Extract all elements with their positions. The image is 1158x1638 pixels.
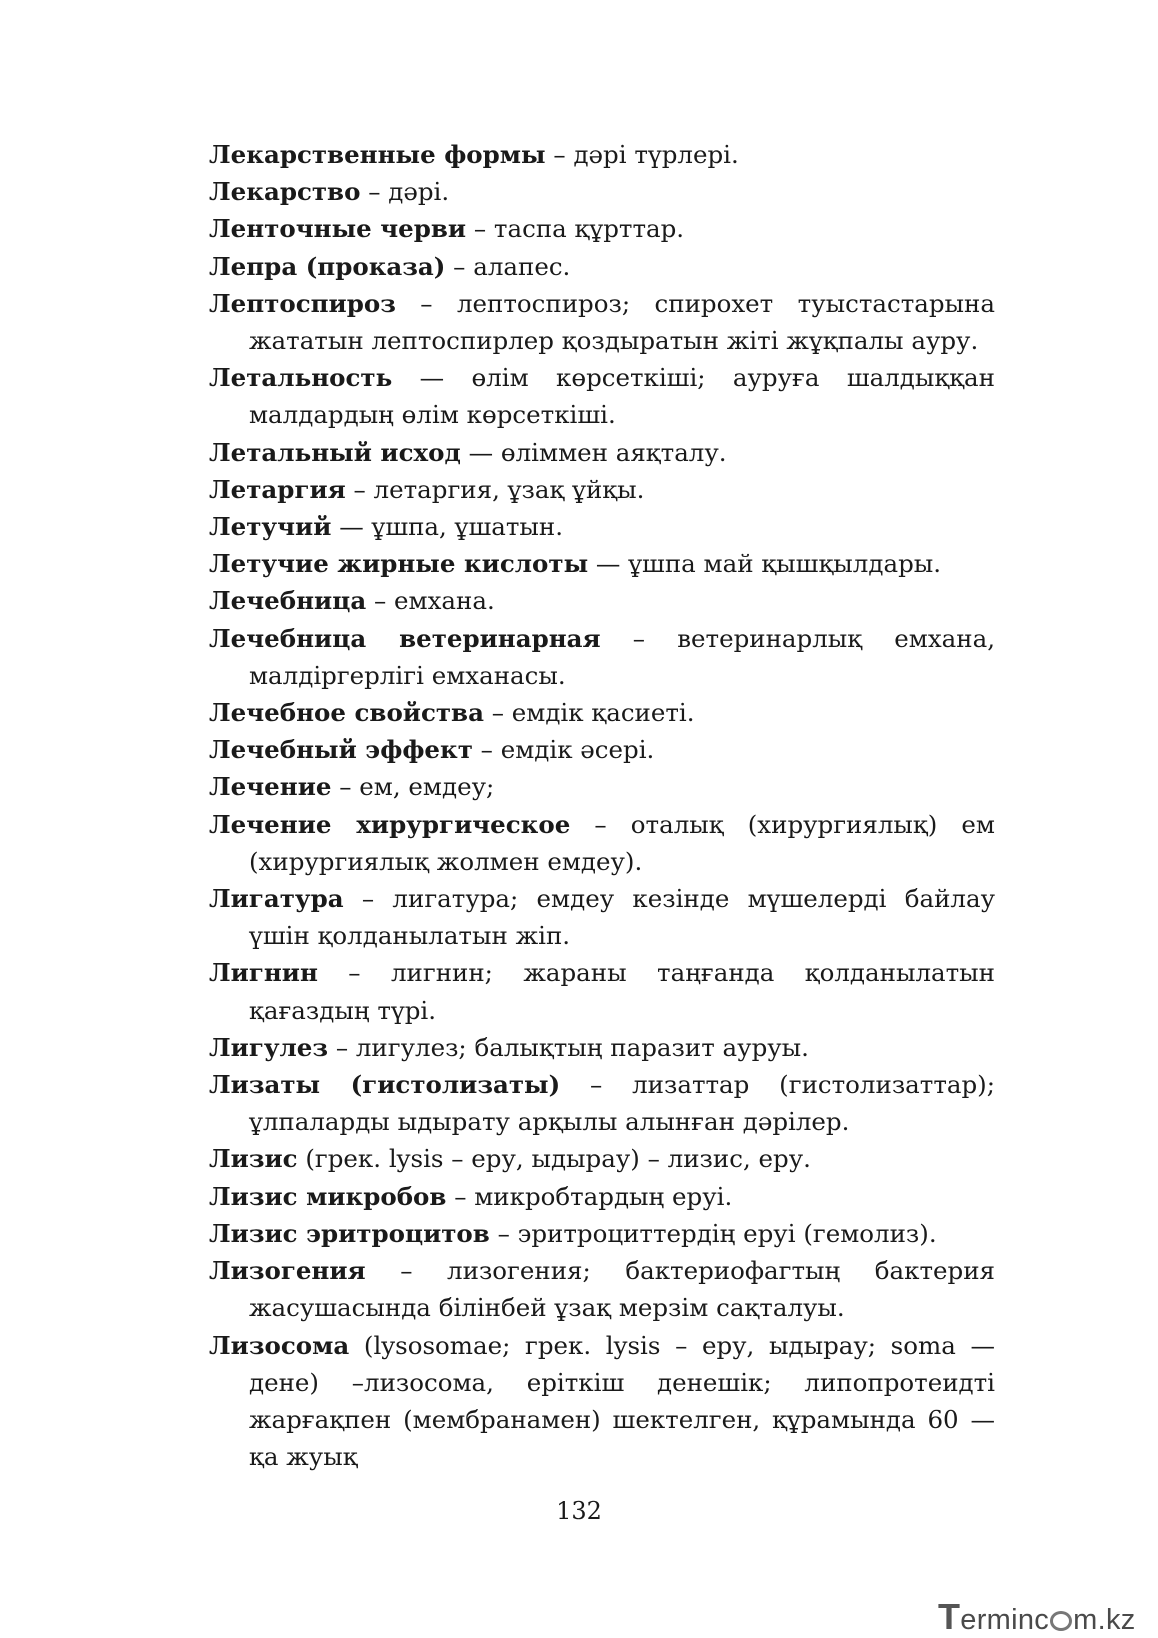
entry-definition: – дәрі түрлері. bbox=[545, 140, 739, 169]
dictionary-entry bbox=[209, 173, 995, 210]
entry-definition: – емдік әсері. bbox=[472, 735, 655, 765]
page-number: 132 bbox=[556, 1497, 602, 1525]
dictionary-entry bbox=[209, 1327, 995, 1476]
entry-definition: – лигнин; жараны таңғанда қолданылатын қағаздың түрі. bbox=[249, 958, 995, 1025]
dictionary-page bbox=[209, 136, 995, 1475]
entry-definition: — ұшпа май қышқылдары. bbox=[588, 549, 942, 579]
entry-definition: – лизаттар (гистолизаттар); ұлпаларды ыдырату арқылы алынған дәрілер. bbox=[249, 1070, 995, 1137]
entry-definition: – ветеринарлық емхана, малдіргерлігі емханасы. bbox=[249, 623, 995, 690]
entry-term: Лептоспироз bbox=[209, 288, 396, 318]
watermark-letter-t: T bbox=[938, 1596, 961, 1637]
entry-definition: – летаргия, ұзақ ұйқы. bbox=[345, 474, 645, 504]
entry-term: Лизосома bbox=[209, 1330, 350, 1360]
entry-term: Лизогения bbox=[209, 1256, 366, 1286]
entry-term: Лизис bbox=[209, 1144, 298, 1174]
dictionary-entry bbox=[209, 359, 995, 433]
dictionary-entry bbox=[209, 471, 995, 508]
entry-definition: – лептоспироз; спирохет туыстастарына жататын лептоспирлер қоздыратын жіті жұқпалы ауру. bbox=[249, 288, 995, 356]
entry-definition: – лигулез; балықтың паразит ауруы. bbox=[328, 1032, 809, 1062]
entry-definition: (lysosomae; грек. lysis – еру, ыдырау; soma — дене) –лизосома, еріткіш денешік; липопротеидті жарғақпен (мембранамен) шектелген, құрамында 60 — қа жуық bbox=[249, 1330, 995, 1472]
dictionary-entry bbox=[209, 508, 995, 545]
dictionary-entry bbox=[209, 694, 995, 731]
dictionary-entry bbox=[209, 1215, 995, 1252]
entry-term: Лечебное свойства bbox=[209, 698, 484, 728]
entry-term: Летальный исход bbox=[209, 437, 461, 467]
entry-term: Лекарственные формы bbox=[209, 140, 546, 169]
dictionary-entry bbox=[209, 285, 995, 359]
entry-term: Лечебный эффект bbox=[209, 735, 473, 765]
entry-term: Лизис эритроцитов bbox=[209, 1218, 490, 1248]
entry-definition: – ем, емдеу; bbox=[331, 772, 495, 802]
entry-term: Лизаты (гистолизаты) bbox=[209, 1070, 561, 1100]
entry-term: Ленточные черви bbox=[209, 214, 467, 244]
dictionary-entry bbox=[209, 1029, 995, 1066]
dictionary-entry bbox=[209, 1140, 995, 1177]
watermark-text: erminc bbox=[960, 1604, 1050, 1636]
entry-term: Лечение bbox=[209, 772, 332, 802]
dictionary-entry bbox=[209, 582, 995, 619]
entry-definition: – емдік қасиеті. bbox=[483, 698, 695, 728]
entry-term: Лечение хирургическое bbox=[209, 809, 571, 839]
dictionary-entry bbox=[209, 768, 995, 805]
dictionary-entry bbox=[209, 1252, 995, 1326]
entry-term: Лигулез bbox=[209, 1032, 329, 1062]
watermark-logo[interactable] bbox=[938, 1596, 1136, 1638]
entry-definition: – лизогения; бактериофагтың бактерия жасушасында білінбей ұзақ мерзім сақталуы. bbox=[249, 1256, 995, 1323]
entry-definition: – алапес. bbox=[445, 251, 571, 281]
entry-term: Лигнин bbox=[209, 958, 318, 988]
entry-term: Летальность bbox=[209, 363, 393, 393]
dictionary-entry bbox=[209, 136, 995, 173]
dictionary-entry bbox=[209, 210, 995, 247]
dictionary-entry bbox=[209, 954, 995, 1028]
entry-definition: (грек. lysis – еру, ыдырау) – лизис, еру. bbox=[297, 1144, 811, 1174]
dictionary-entry bbox=[209, 434, 995, 471]
entry-term: Летучий bbox=[209, 512, 332, 542]
entry-definition: – лигатура; емдеу кезінде мүшелерді байлау үшін қолданылатын жіп. bbox=[249, 884, 995, 951]
watermark-domain: m.kz bbox=[1073, 1604, 1136, 1636]
entry-term: Летучие жирные кислоты bbox=[209, 549, 589, 579]
entry-term: Лизис микробов bbox=[209, 1181, 447, 1211]
entry-definition: — өлім көрсеткіші; ауруға шалдыққан малдардың өлім көрсеткіші. bbox=[249, 363, 995, 430]
entry-term: Лигатура bbox=[209, 884, 344, 914]
entry-definition: – эритроциттердің еруі (гемолиз). bbox=[489, 1218, 937, 1248]
entry-definition: – емхана. bbox=[366, 586, 495, 616]
entry-term: Летаргия bbox=[209, 474, 346, 504]
dictionary-entry bbox=[209, 1066, 995, 1140]
entry-term: Лечебница ветеринарная bbox=[209, 623, 601, 653]
entry-term: Лепра (проказа) bbox=[209, 251, 446, 281]
dictionary-entry bbox=[209, 880, 995, 954]
entry-definition: – микробтардың еруі. bbox=[446, 1181, 733, 1211]
entry-definition: – таспа құрттар. bbox=[466, 214, 685, 244]
watermark-swoosh-icon bbox=[1050, 1611, 1072, 1631]
dictionary-entry bbox=[209, 731, 995, 768]
entry-definition: — өліммен аяқталу. bbox=[460, 437, 727, 467]
entry-definition: — ұшпа, ұшатын. bbox=[331, 512, 564, 542]
entry-term: Лекарство bbox=[209, 177, 361, 207]
dictionary-entry bbox=[209, 1178, 995, 1215]
dictionary-entry bbox=[209, 545, 995, 582]
entry-definition: – оталық (хирургиялық) ем (хирургиялық жолмен емдеу). bbox=[249, 809, 995, 876]
entry-definition: – дәрі. bbox=[360, 177, 450, 207]
dictionary-entry bbox=[209, 620, 995, 694]
dictionary-entry bbox=[209, 248, 995, 285]
entry-term: Лечебница bbox=[209, 586, 367, 616]
dictionary-entry bbox=[209, 806, 995, 880]
